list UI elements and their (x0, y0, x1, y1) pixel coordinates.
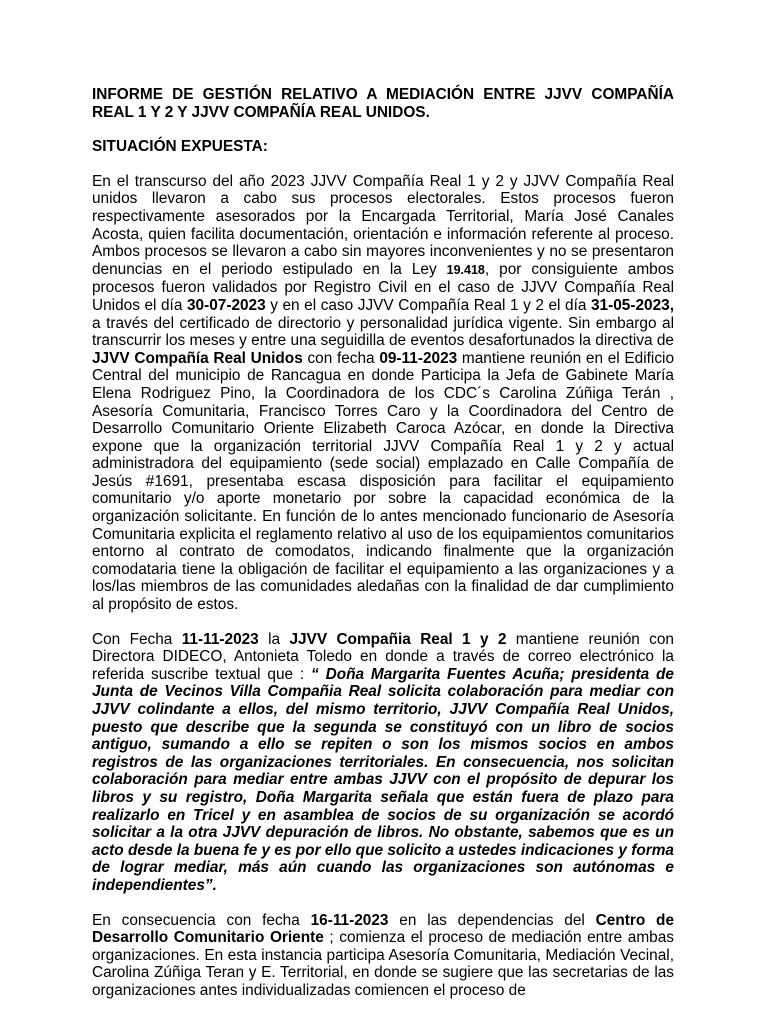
meeting-date: 09-11-2023 (379, 349, 458, 367)
document-page (92, 86, 674, 1000)
text-segment: ; comienza el proceso de mediación entre ambas organizaciones. En esta instancia participa Asesoría Comunitaria, Mediación Vecinal, Carolina Zúñiga Teran y E. Territorial, en donde se sugiere que las secretarias de las organizaciones antes individualizadas comiencen el proceso de (92, 929, 674, 999)
section-heading: SITUACIÓN EXPUESTA: (92, 138, 268, 156)
request-date: 11-11-2023 (181, 630, 259, 648)
organization-name: JJVV Compañía Real Unidos (92, 349, 303, 367)
quoted-email: “ Doña Margarita Fuentes Acuña; presidenta de Junta de Vecinos Villa Compañia Real solicita colaboración para mediar con JJVV colindante a ellos, del mismo territorio, JJVV Compañía Real Unidos, puesto que describe que la segunda se constituyó con un libro de socios antiguo, sumando a ello se repiten o son los mismos socios en ambos registros de las organizaciones territoriales. En consecuencia, nos solicitan colaboración para mediar entre ambas JJVV con el propósito de depurar los libros y su registro, Doña Margarita señala que están fuera de plazo para realizarlo en Tricel y en asamblea de socios de su organización se acordó solicitar a la otra JJVV depuración de libros. No obstante, sabemos que es un acto desde la buena fe y es por ello que solicito a ustedes indicaciones y forma de lograr mediar, más aún cuando las organizaciones son autónomas e independientes”. (92, 665, 674, 894)
text-segment: , por consiguiente ambos procesos fueron validados por Registro Civil en el caso de JJVV Compañía Real Unidos el día (92, 260, 674, 314)
paragraph-situation (92, 173, 674, 614)
text-segment: a través del certificado de directorio y personalidad jurídica vigente. Sin embargo al transcurrir los meses y entre una seguidilla de eventos desafortunados la directiva de (92, 314, 674, 350)
text-segment: En el transcurso del año 2023 JJVV Compañía Real 1 y 2 y JJVV Compañía Real unidos llevaron a cabo sus procesos electorales. Estos procesos fueron respectivamente asesorados por la Encargada Territorial, María José Canales Acosta, quien facilita documentación, orientación e información referente al proceso. Ambos procesos se llevaron a cabo sin mayores inconvenientes y no se presentaron denuncias en el periodo estipulado en la Ley (92, 172, 674, 278)
paragraph-request (92, 631, 674, 895)
validation-date-unidos: 30-07-2023 (186, 296, 266, 314)
mediation-date: 16-11-2023 (310, 911, 389, 929)
text-segment: y en el caso JJVV Compañía Real 1 y 2 el día (265, 296, 591, 314)
text-segment: con fecha (302, 349, 380, 367)
text-segment: mantiene reunión en el Edificio Central del municipio de Rancagua en donde Participa la Jefa de Gabinete María Elena Rodriguez Pino, la Coordinadora de los CDC´s Carolina Zúñiga Terán , Asesoría Comunitaria, Francisco Torres Caro y la Coordinadora del Centro de Desarrollo Comunitario Oriente Elizabeth Caroca Azócar, en donde la Directiva expone que la organización territorial JJVV Compañía Real 1 y 2 y actual administradora del equipamiento (sede social) emplazado en Calle Compañía de Jesús #1691, presentaba escasa disposición para facilitar el equipamiento comunitario y/o aporte monetario por sobre la capacidad económica de la organización solicitante. En función de lo antes mencionado funcionario de Asesoría Comunitaria explicita el reglamento relativo al uso de los equipamientos comunitarios entorno al contrato de comodatos, indicando finalmente que la organización comodataria tiene la obligación de facilitar el equipamiento a las organizaciones y a los/las miembros de las comunidades aledañas con la finalidad de dar cumplimiento al propósito de estos. (92, 349, 675, 614)
document-title: INFORME DE GESTIÓN RELATIVO A MEDIACIÓN ENTRE JJVV COMPAÑÍA REAL 1 Y 2 Y JJVV COMPAÑÍA REAL UNIDOS. (92, 86, 674, 121)
law-number: 19.418 (446, 262, 485, 277)
text-segment: mantiene reunión con Directora DIDECO, Antonieta Toledo en donde a través de correo electrónico la referida suscribe textual que : (92, 630, 674, 683)
text-segment: en las dependencias del (388, 911, 596, 929)
organization-name: JJVV Compañia Real 1 y 2 (289, 630, 507, 648)
mediation-place: Centro de Desarrollo Comunitario Oriente (92, 911, 675, 947)
text-segment: Con Fecha (92, 630, 182, 648)
text-segment: En consecuencia con fecha (92, 911, 311, 929)
paragraph-mediation (92, 912, 674, 1000)
text-segment: la (258, 630, 290, 648)
validation-date-1y2: 31-05-2023, (590, 296, 674, 314)
